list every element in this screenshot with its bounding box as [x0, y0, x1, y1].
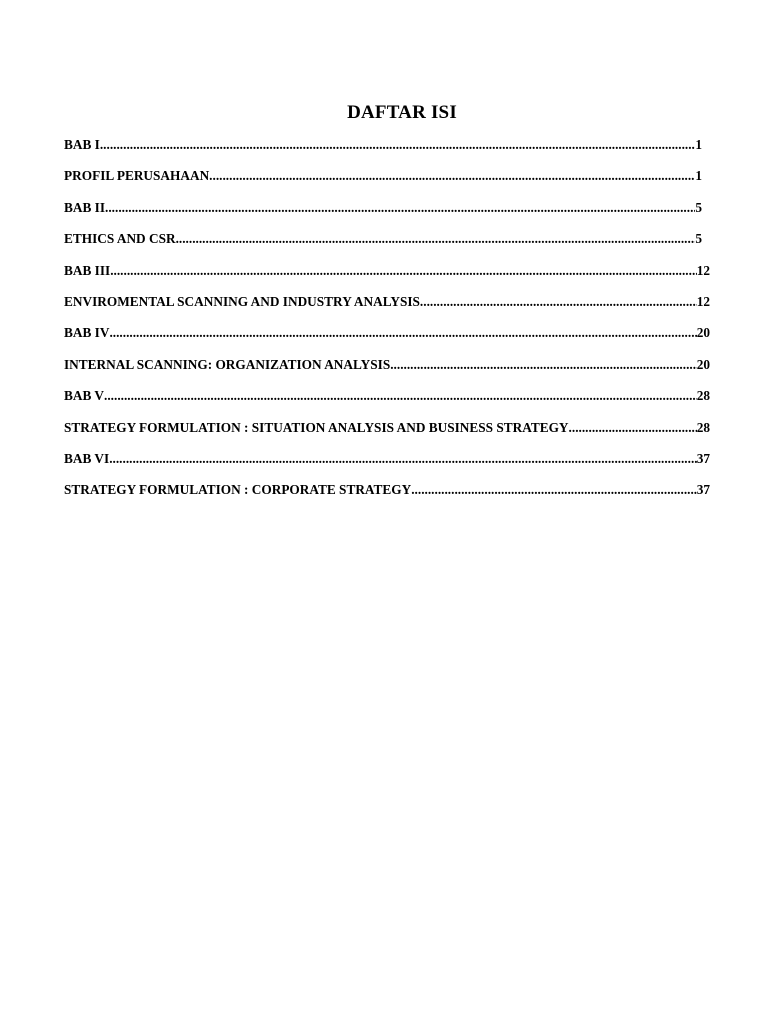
toc-entry-label: BAB II: [64, 199, 106, 215]
toc-page-number: 1: [695, 137, 702, 152]
toc-entry[interactable]: [64, 136, 702, 167]
toc-leader-dots: [176, 230, 696, 248]
toc-leader-dots: [569, 419, 697, 437]
toc-entry[interactable]: [64, 293, 710, 324]
toc-entry[interactable]: [64, 481, 710, 512]
toc-entry-label: INTERNAL SCANNING: ORGANIZATION ANALYSIS: [64, 356, 391, 372]
toc-entry-label: ENVIROMENTAL SCANNING AND INDUSTRY ANALYSIS: [64, 293, 420, 309]
toc-entry-label: ETHICS AND CSR: [64, 231, 176, 247]
toc-leader-dots: [209, 167, 695, 185]
toc-entry-label: STRATEGY FORMULATION : SITUATION ANALYSIS AND BUSINESS STRATEGY: [64, 419, 569, 435]
page-title: DAFTAR ISI: [347, 102, 457, 123]
toc-page-number: 1: [695, 168, 702, 184]
toc-leader-dots: [390, 356, 696, 374]
toc-entry[interactable]: [64, 199, 702, 230]
toc-entry-label: PROFIL PERUSAHAAN: [64, 168, 210, 184]
toc-leader-dots: [420, 293, 697, 311]
toc-entry-label: BAB V: [64, 388, 105, 404]
toc-entry[interactable]: [64, 419, 710, 450]
toc-page-number: 12: [696, 293, 710, 309]
toc-page-number: 12: [696, 262, 710, 278]
toc-page-number: 37: [696, 450, 710, 466]
toc-leader-dots: [104, 387, 697, 405]
toc-leader-dots: [109, 450, 697, 468]
toc-entry[interactable]: [64, 230, 702, 261]
toc-page-number: 37: [696, 482, 710, 498]
toc-entry-label: BAB III: [64, 262, 111, 278]
toc-leader-dots: [105, 199, 695, 217]
table-of-contents: [64, 136, 724, 513]
toc-entry[interactable]: [64, 167, 702, 198]
toc-entry[interactable]: [64, 387, 710, 418]
toc-leader-dots: [110, 262, 697, 280]
toc-entry[interactable]: [64, 356, 710, 387]
toc-leader-dots: [109, 324, 696, 342]
toc-page-number: 28: [696, 388, 710, 404]
toc-entry[interactable]: [64, 324, 710, 355]
toc-page-number: 5: [695, 199, 702, 215]
toc-leader-dots: [100, 136, 696, 154]
toc-page-number: 20: [696, 325, 710, 341]
toc-entry-label: BAB VI: [64, 450, 110, 466]
toc-page-number: 5: [695, 231, 702, 247]
toc-entry[interactable]: [64, 262, 710, 293]
toc-entry-label: BAB I: [64, 137, 100, 152]
toc-page-number: 20: [696, 356, 710, 372]
toc-entry-label: BAB IV: [64, 325, 110, 341]
toc-entry-label: STRATEGY FORMULATION : CORPORATE STRATEGY: [64, 482, 412, 498]
toc-page-number: 28: [696, 419, 710, 435]
toc-leader-dots: [411, 481, 696, 499]
toc-entry[interactable]: [64, 450, 710, 481]
